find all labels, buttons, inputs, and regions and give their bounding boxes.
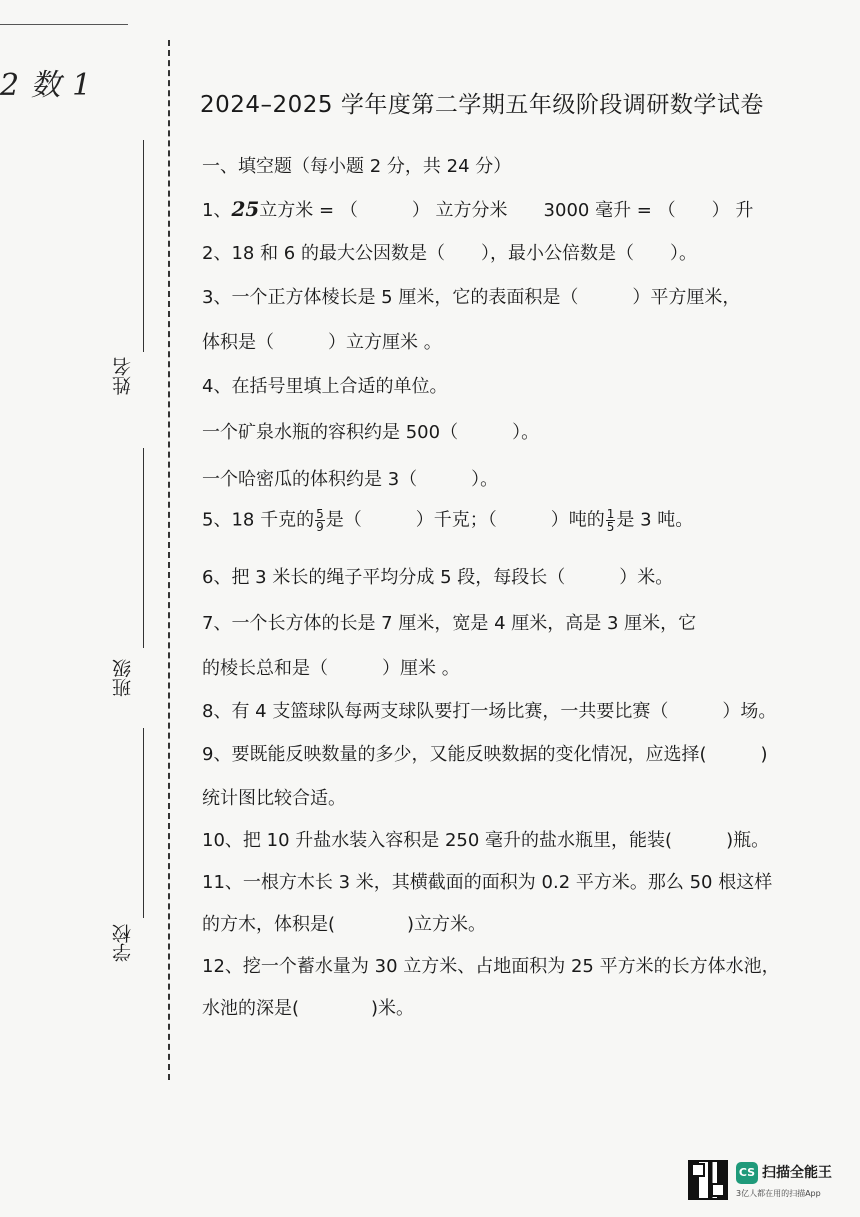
handwritten-note: 2 数 1 (0, 68, 93, 103)
question-7-line1: 7、一个长方体的长是 7 厘米，宽是 4 厘米，高是 3 厘米，它 (202, 613, 697, 634)
q1-number: 1、 (202, 200, 232, 221)
question-2: 2、18 和 6 的最大公因数是（ ），最小公倍数是（ ）。 (202, 243, 697, 264)
question-7-line2: 的棱长总和是（ ）厘米 。 (202, 658, 460, 679)
question-11-line2: 的方木，体积是( )立方米。 (202, 914, 487, 935)
q5-frac2-den: 5 (606, 520, 615, 534)
school-label: 学校 (112, 924, 134, 962)
class-field (112, 448, 146, 718)
top-rule (0, 24, 128, 25)
scanner-watermark (688, 1160, 858, 1206)
name-label: 姓名 (112, 357, 134, 395)
q5-post: 是 3 吨。 (616, 509, 694, 531)
school-field (112, 728, 146, 978)
q5-frac1-den: 9 (316, 520, 324, 534)
q5-fraction-2 (606, 508, 616, 533)
q1-text: 立方米 = （ ） 立方分米 3000 毫升 = （ ） 升 (259, 200, 754, 221)
q5-pre: 5、18 千克的 (202, 509, 315, 531)
scanner-tagline: 3亿人都在用的扫描App (736, 1189, 821, 1198)
question-11-line1: 11、一根方木长 3 米，其横截面的面积为 0.2 平方米。那么 50 根这样 (202, 872, 773, 893)
scanner-brand-name: 扫描全能王 (762, 1165, 832, 1181)
question-9-line2: 统计图比较合适。 (202, 788, 346, 809)
binding-dashed-line (168, 40, 170, 1080)
q5-frac1-num: 5 (316, 507, 324, 521)
question-12-line2: 水池的深是( )米。 (202, 998, 415, 1019)
school-underline (143, 728, 144, 918)
q5-mid: 是（ ）千克；（ ）吨的 (325, 509, 605, 531)
question-6: 6、把 3 米长的绳子平均分成 5 段，每段长（ ）米。 (202, 567, 674, 588)
camscanner-logo-icon: CS (736, 1162, 758, 1184)
class-underline (143, 448, 144, 648)
question-10: 10、把 10 升盐水装入容积是 250 毫升的盐水瓶里，能装( )瓶。 (202, 830, 770, 851)
question-1 (202, 197, 753, 223)
question-4-line3: 一个哈密瓜的体积约是 3（ ）。 (202, 469, 499, 490)
question-8: 8、有 4 支篮球队每两支球队要打一场比赛，一共要比赛（ ）场。 (202, 701, 777, 722)
question-4-line2: 一个矿泉水瓶的容积约是 500（ ）。 (202, 422, 540, 443)
question-3-line1: 3、一个正方体棱长是 5 厘米，它的表面积是（ ）平方厘米， (202, 287, 741, 308)
name-field (112, 140, 146, 400)
q1-handwritten-answer: 25 (231, 197, 260, 221)
q5-fraction-1 (315, 508, 325, 533)
qr-code-icon (688, 1160, 728, 1200)
exam-title: 2024–2025 学年度第二学期五年级阶段调研数学试卷 (200, 92, 764, 118)
question-9-line1: 9、要既能反映数量的多少，又能反映数据的变化情况，应选择( ) (202, 744, 768, 765)
class-label: 班级 (112, 659, 134, 697)
q5-frac2-num: 1 (606, 507, 615, 521)
question-4-line1: 4、在括号里填上合适的单位。 (202, 376, 448, 397)
question-3-line2: 体积是（ ）立方厘米 。 (202, 332, 442, 353)
section-heading: 一、填空题（每小题 2 分，共 24 分） (202, 156, 512, 177)
question-5 (202, 508, 693, 533)
question-12-line1: 12、挖一个蓄水量为 30 立方米、占地面积为 25 平方米的长方体水池， (202, 956, 780, 977)
name-underline (143, 140, 144, 352)
